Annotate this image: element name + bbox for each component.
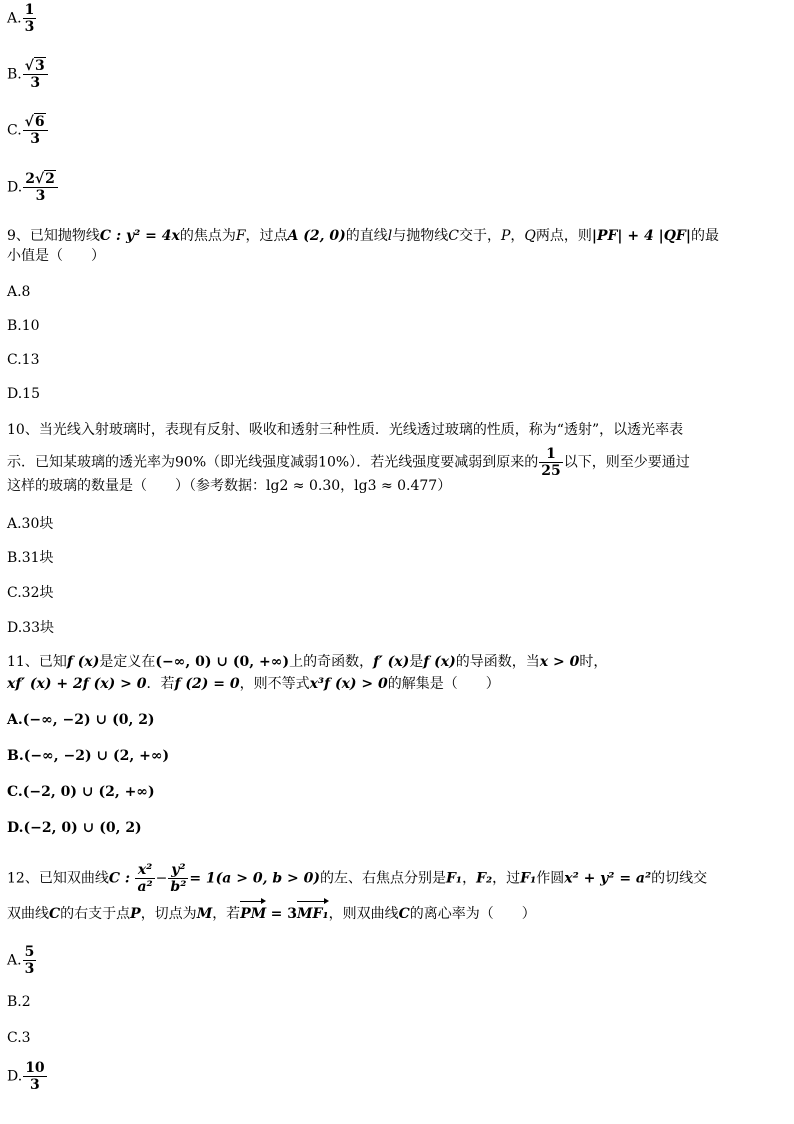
denominator: 25 <box>541 463 561 479</box>
text: 的焦点为 <box>179 228 236 244</box>
math: l <box>387 228 393 244</box>
option-prefix: A. <box>7 10 22 27</box>
math: |PF| + 4 |QF| <box>591 228 691 244</box>
text: 两点，则 <box>535 228 592 244</box>
q11-option-c: C.(−2, 0) ∪ (2, +∞) <box>7 784 155 800</box>
text: ， <box>510 228 525 244</box>
q12-option-d <box>7 1060 48 1093</box>
math: M <box>196 906 213 922</box>
math: f (2) = 0 <box>174 676 240 692</box>
option-prefix: B. <box>7 66 22 83</box>
text: 交于， <box>458 228 501 244</box>
math: C <box>448 228 459 244</box>
math: C <box>398 906 410 922</box>
numerator <box>23 114 48 131</box>
text: ，过点 <box>245 228 288 244</box>
text: ．若 <box>146 676 175 692</box>
text: 11、已知 <box>7 654 67 670</box>
q10-option-d: D.33块 <box>7 620 54 636</box>
text: 12、已知双曲线 <box>7 870 109 887</box>
denominator: 3 <box>24 961 35 977</box>
q12-option-a <box>7 944 37 977</box>
text: 是定义在 <box>99 654 156 670</box>
numerator: y² <box>168 862 188 879</box>
math: Q <box>524 228 536 244</box>
math: C : <box>108 870 131 887</box>
math: A (2, 0) <box>287 228 346 244</box>
fraction <box>23 2 37 35</box>
text: 的导函数，当 <box>455 654 540 670</box>
fraction <box>23 1060 46 1093</box>
math: F₁ <box>445 870 463 887</box>
text: 双曲线 <box>7 906 49 922</box>
math: P <box>500 228 511 244</box>
fraction-y <box>168 862 188 895</box>
q9-option-b: B.10 <box>7 318 40 334</box>
text: 的左、右焦点分别是 <box>319 870 446 887</box>
q11-option-d: D.(−2, 0) ∪ (0, 2) <box>7 820 142 836</box>
numerator: x² <box>135 862 154 879</box>
math: xf′ (x) + 2f (x) > 0 <box>7 676 147 692</box>
sqrt: √2 <box>34 171 55 187</box>
option-prefix: D. <box>7 179 23 196</box>
option-prefix: A. <box>7 952 22 969</box>
numerator: 10 <box>25 1060 45 1076</box>
q12-option-c: C.3 <box>7 1030 31 1046</box>
text: 示．已知某玻璃的透光率为90%（即光线强度减弱10%）．若光线强度要减弱到原来的 <box>7 454 539 471</box>
text: 的右支于点 <box>60 906 131 922</box>
math: P <box>130 906 141 922</box>
math: C : y² = 4x <box>99 228 180 244</box>
radicand: 2 <box>45 171 55 187</box>
denominator: 3 <box>24 19 35 35</box>
text: ，则不等式 <box>239 676 310 692</box>
math: F₂ <box>476 870 493 887</box>
fraction <box>539 446 562 479</box>
denominator: 3 <box>30 75 41 91</box>
denominator: 3 <box>30 1077 40 1093</box>
math: f′ (x) <box>373 654 410 670</box>
coefficient: 2 <box>25 171 35 187</box>
text: ，过 <box>492 870 521 887</box>
q12-stem-line2 <box>7 904 536 924</box>
text: ，则双曲线 <box>328 906 399 922</box>
text: 的离心率为（ ） <box>409 906 536 922</box>
q8-option-d <box>7 171 59 204</box>
q9-option-a: A.8 <box>7 284 31 300</box>
text: 9、已知抛物线 <box>7 228 100 244</box>
q10-option-a: A.30块 <box>7 516 54 532</box>
q10-stem-line3: 这样的玻璃的数量是（ ）（参考数据：lg2 ≈ 0.30，lg3 ≈ 0.477） <box>7 478 452 494</box>
vector-pm: PM <box>240 906 267 922</box>
math: (−∞, 0) ∪ (0, +∞) <box>155 654 290 670</box>
option-prefix: D. <box>7 1068 23 1085</box>
denominator: a² <box>137 879 153 895</box>
denominator: 3 <box>30 131 41 147</box>
q9-option-d: D.15 <box>7 386 40 402</box>
text: 上的奇函数， <box>289 654 374 670</box>
q9-stem-line2: 小值是（ ） <box>7 248 105 264</box>
fraction-x <box>135 862 154 895</box>
q10-stem-line2 <box>7 446 690 479</box>
q9-option-c: C.13 <box>7 352 40 368</box>
q10-option-c: C.32块 <box>7 585 54 601</box>
math: = 3 <box>270 906 298 922</box>
vector-mf1: MF₁ <box>297 906 329 922</box>
math: C <box>49 906 61 922</box>
q9-stem-line1 <box>7 226 719 246</box>
text: 是 <box>409 654 424 670</box>
sqrt: √3 <box>24 58 45 74</box>
text: ，若 <box>212 906 241 922</box>
fraction <box>23 114 48 147</box>
fraction <box>23 58 48 91</box>
radicand: 6 <box>34 114 45 130</box>
text: 的最 <box>690 228 719 244</box>
text: ， <box>462 870 477 887</box>
q11-stem-line1 <box>7 652 607 672</box>
q12-stem-line1 <box>7 862 707 895</box>
q8-option-b <box>7 58 49 91</box>
q12-option-b: B.2 <box>7 994 31 1010</box>
math: f (x) <box>66 654 100 670</box>
q11-option-b: B.(−∞, −2) ∪ (2, +∞) <box>7 748 170 764</box>
fraction <box>23 944 37 977</box>
q8-option-c <box>7 114 49 147</box>
math: = 1(a > 0, b > 0) <box>189 870 320 887</box>
radicand: 3 <box>34 58 45 74</box>
minus-sign: − <box>155 870 168 887</box>
q10-stem-line1: 10、当光线入射玻璃时，表现有反射、吸收和透射三种性质．光线透过玻璃的性质，称为“透射”，以透光率表 <box>7 422 684 438</box>
q11-stem-line2 <box>7 674 500 694</box>
q11-option-a: A.(−∞, −2) ∪ (0, 2) <box>7 712 155 728</box>
numerator: 1 <box>539 446 562 463</box>
numerator: 1 <box>24 2 35 18</box>
numerator: 5 <box>24 944 35 960</box>
fraction <box>23 171 58 204</box>
math: F₁ <box>520 870 537 887</box>
numerator <box>23 58 48 75</box>
text: 的切线交 <box>651 870 708 887</box>
text: 作圆 <box>536 870 565 887</box>
q10-option-b: B.31块 <box>7 550 54 566</box>
q8-option-a <box>7 2 37 35</box>
denominator: b² <box>170 879 187 895</box>
denominator: 3 <box>35 188 46 204</box>
math: f (x) <box>423 654 456 670</box>
math: x > 0 <box>539 654 580 670</box>
math: x³f (x) > 0 <box>309 676 388 692</box>
text: 的解集是（ ） <box>387 676 500 692</box>
sqrt: √6 <box>24 114 45 130</box>
text: 时， <box>579 654 608 670</box>
numerator <box>23 171 58 188</box>
text: 的直线 <box>345 228 388 244</box>
math: F <box>235 228 246 244</box>
text: 以下，则至少要通过 <box>563 454 690 471</box>
math: x² + y² = a² <box>564 870 652 887</box>
text: ，切点为 <box>140 906 197 922</box>
option-prefix: C. <box>7 122 22 139</box>
text: 与抛物线 <box>392 228 449 244</box>
